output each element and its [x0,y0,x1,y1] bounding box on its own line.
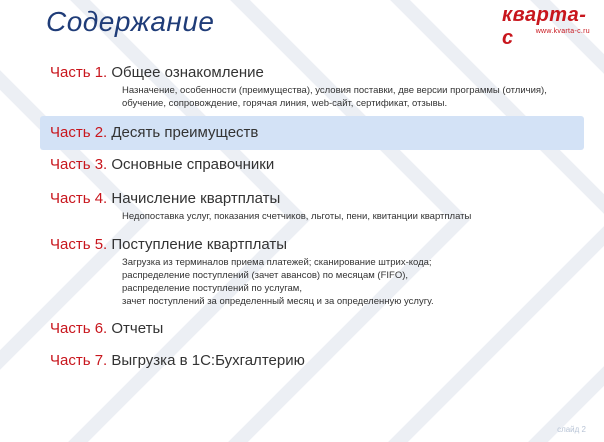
section-7[interactable] [50,352,305,369]
section-title [50,64,547,81]
section-title [50,124,258,141]
section-title [50,236,434,253]
section-6[interactable] [50,320,163,337]
section-label: Поступление квартплаты [111,236,288,253]
section-number: Часть 6. [50,320,108,337]
section-description: Недопоставка услуг, показания счетчиков, льготы, пени, квитанции квартплаты [122,211,472,222]
page-title: Содержание [46,6,215,37]
section-label: Общее ознакомление [111,64,264,81]
section-title [50,190,471,207]
section-number: Часть 2. [50,124,108,141]
section-number: Часть 3. [50,156,108,173]
section-title [50,156,274,173]
section-1[interactable] [50,64,547,110]
section-title [50,352,305,369]
section-number: Часть 1. [50,64,108,81]
section-label: Десять преимуществ [111,124,259,141]
section-description: Загрузка из терминалов приема платежей; сканирование штрих-кода; распределение поступлений (зачет авансов) по месяцам (FIFO), распределение поступлений по услугам, зачет поступлений за определенный месяц и за определенную услугу. [122,257,434,307]
section-5[interactable] [50,236,434,308]
section-label: Основные справочники [111,156,275,173]
slide-number: слайд 2 [557,425,586,434]
section-description: Назначение, особенности (преимущества), условия поставки, две версии программы (отличия), обучение, сопровождение, горячая линия, web-сайт, сертификат, отзывы. [122,85,547,109]
logo-text: кварта-с [502,4,587,49]
logo-url: www.kvarta-c.ru [535,28,590,35]
section-3[interactable] [50,156,274,173]
section-4[interactable] [50,190,471,223]
section-number: Часть 7. [50,352,108,369]
section-label: Выгрузка в 1С:Бухгалтерию [111,352,305,369]
section-2[interactable] [50,124,258,141]
section-label: Отчеты [111,320,164,337]
section-title [50,320,163,337]
section-number: Часть 5. [50,236,108,253]
section-label: Начисление квартплаты [111,190,281,207]
section-number: Часть 4. [50,190,108,207]
brand-logo [502,4,594,49]
